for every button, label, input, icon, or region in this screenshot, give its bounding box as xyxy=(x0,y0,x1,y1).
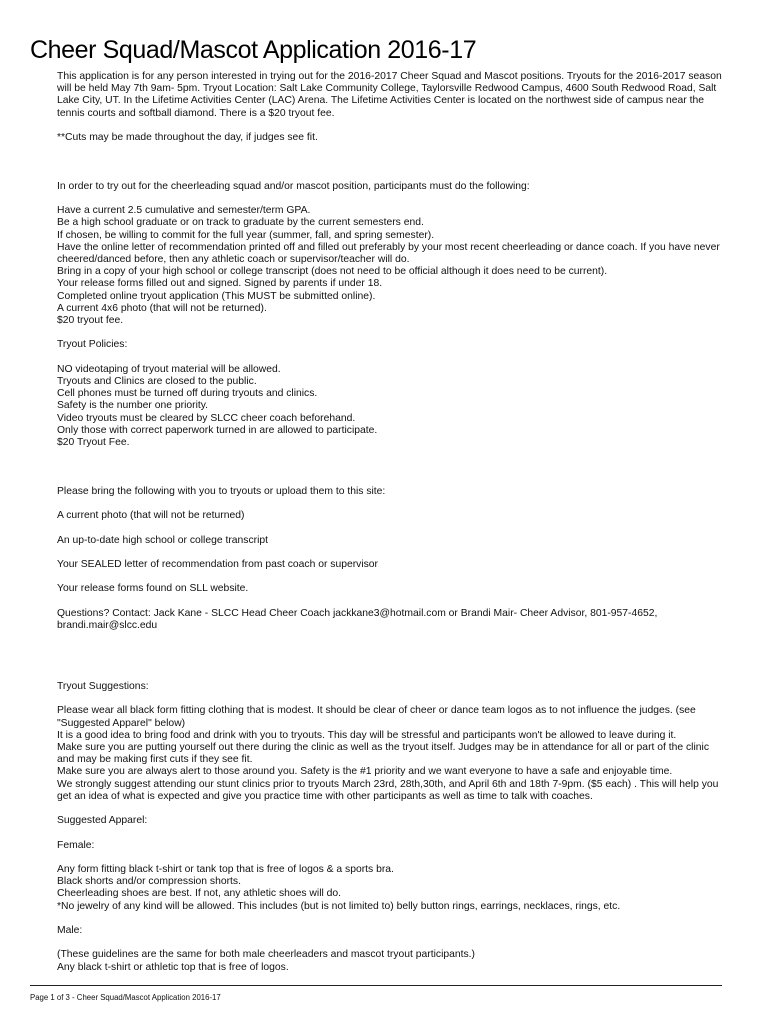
apparel-heading: Suggested Apparel: xyxy=(57,815,148,827)
requirement-item: Your release forms filled out and signed. Signed by parents if under 18. xyxy=(57,278,383,290)
cuts-note: **Cuts may be made throughout the day, if judges see fit. xyxy=(57,132,318,143)
requirement-item: Completed online tryout application (This MUST be submitted online). xyxy=(57,290,376,302)
requirement-item: Bring in a copy of your high school or college transcript (does not need to be official although it does need to be current). xyxy=(57,266,608,278)
policy-item: Cell phones must be turned off during tryouts and clinics. xyxy=(57,388,318,400)
bring-item: A current photo (that will not be returned) xyxy=(57,510,245,522)
requirement-item: Be a high school graduate or on track to graduate by the current semesters end. xyxy=(57,217,424,229)
suggestion-item: It is a good idea to bring food and drink with you to tryouts. This day will be stressful and participants won't be allowed to leave during it. xyxy=(57,729,677,741)
policy-item: Safety is the number one priority. xyxy=(57,400,209,412)
requirement-item: A current 4x6 photo (that will not be returned). xyxy=(57,302,267,314)
female-apparel-item: Cheerleading shoes are best. If not, any athletic shoes will do. xyxy=(57,888,342,900)
policy-item: NO videotaping of tryout material will be allowed. xyxy=(57,363,281,375)
policies-heading: Tryout Policies: xyxy=(57,339,128,351)
suggestion-item: Make sure you are always alert to those around you. Safety is the #1 priority and we want everyone to have a safe and enjoyable time. xyxy=(57,766,673,778)
bring-heading: Please bring the following with you to tryouts or upload them to this site: xyxy=(57,485,386,497)
female-apparel-item: *No jewelry of any kind will be allowed. This includes (but is not limited to) belly button rings, earrings, necklaces, rings, etc. xyxy=(57,900,621,912)
policy-item: $20 Tryout Fee. xyxy=(57,437,130,449)
bring-item: Your release forms found on SLL website. xyxy=(57,583,249,595)
suggestion-item: Make sure you are putting yourself out there during the clinic as well as the tryout itself. Judges may be in attendance for all or part of the clinic and may be making first cuts if they see fit. xyxy=(57,741,709,766)
intro-paragraph: This application is for any person interested in trying out for the 2016-2017 Cheer Squad and Mascot positions. Tryouts for the 2016-2017 season will be held May 7th 9am- 5pm. Tryout Location: Salt Lake Community College, Taylorsville Redwood Campus, 4600 South Redwood Road, Salt Lake City, UT. In the Lifetime Activities Center (LAC) Arena. The Lifetime Activities Center is located on the northwest side of campus near the tennis courts and softball diamond. There is a $20 tryout fee. xyxy=(57,71,722,119)
suggestion-item: Please wear all black form fitting clothing that is modest. It should be clear of cheer or dance team logos as to not influence the judges. (see "Suggested Apparel" below) xyxy=(57,705,696,729)
suggestions-heading: Tryout Suggestions: xyxy=(57,680,149,692)
contact-info: Questions? Contact: Jack Kane - SLCC Head Cheer Coach jackkane3@hotmail.com or Brandi Mair- Cheer Advisor, 801-957-4652, brandi.mair@slcc.edu xyxy=(57,607,658,631)
requirement-item: If chosen, be willing to commit for the full year (summer, fall, and spring semester). xyxy=(57,229,435,241)
policy-item: Video tryouts must be cleared by SLCC cheer coach beforehand. xyxy=(57,412,356,424)
document-body xyxy=(57,71,722,974)
female-heading: Female: xyxy=(57,839,95,851)
requirement-item: $20 tryout fee. xyxy=(57,315,124,327)
female-apparel-item: Any form fitting black t-shirt or tank top that is free of logos & a sports bra. xyxy=(57,863,394,875)
suggestion-item: We strongly suggest attending our stunt clinics prior to tryouts March 23rd, 28th,30th, and April 6th and 18th 7-9pm. ($5 each) . This will help you get an idea of what is expected and give you practice time with other participants as well as time to talk with coaches. xyxy=(57,778,719,802)
requirement-item: Have the online letter of recommendation printed off and filled out preferably by your most recent cheerleading or dance coach. If you have never cheered/danced before, then any athletic coach or supervisor/teacher will do. xyxy=(57,241,720,265)
requirement-item: Have a current 2.5 cumulative and semester/term GPA. xyxy=(57,205,311,217)
policy-item: Only those with correct paperwork turned in are allowed to participate. xyxy=(57,424,378,436)
page-title: Cheer Squad/Mascot Application 2016-17 xyxy=(30,36,477,64)
footer-divider xyxy=(30,985,722,986)
bring-item: Your SEALED letter of recommendation from past coach or supervisor xyxy=(57,558,378,570)
male-apparel-item: (These guidelines are the same for both male cheerleaders and mascot tryout participants.) xyxy=(57,949,475,961)
male-heading: Male: xyxy=(57,924,83,936)
page-footer: Page 1 of 3 - Cheer Squad/Mascot Application 2016-17 xyxy=(30,993,221,1002)
policy-item: Tryouts and Clinics are closed to the public. xyxy=(57,376,257,387)
requirements-heading: In order to try out for the cheerleading squad and/or mascot position, participants must do the following: xyxy=(57,180,530,192)
female-apparel-item: Black shorts and/or compression shorts. xyxy=(57,876,241,888)
bring-item: An up-to-date high school or college transcript xyxy=(57,534,269,546)
male-apparel-item: Any black t-shirt or athletic top that is free of logos. xyxy=(57,961,289,973)
